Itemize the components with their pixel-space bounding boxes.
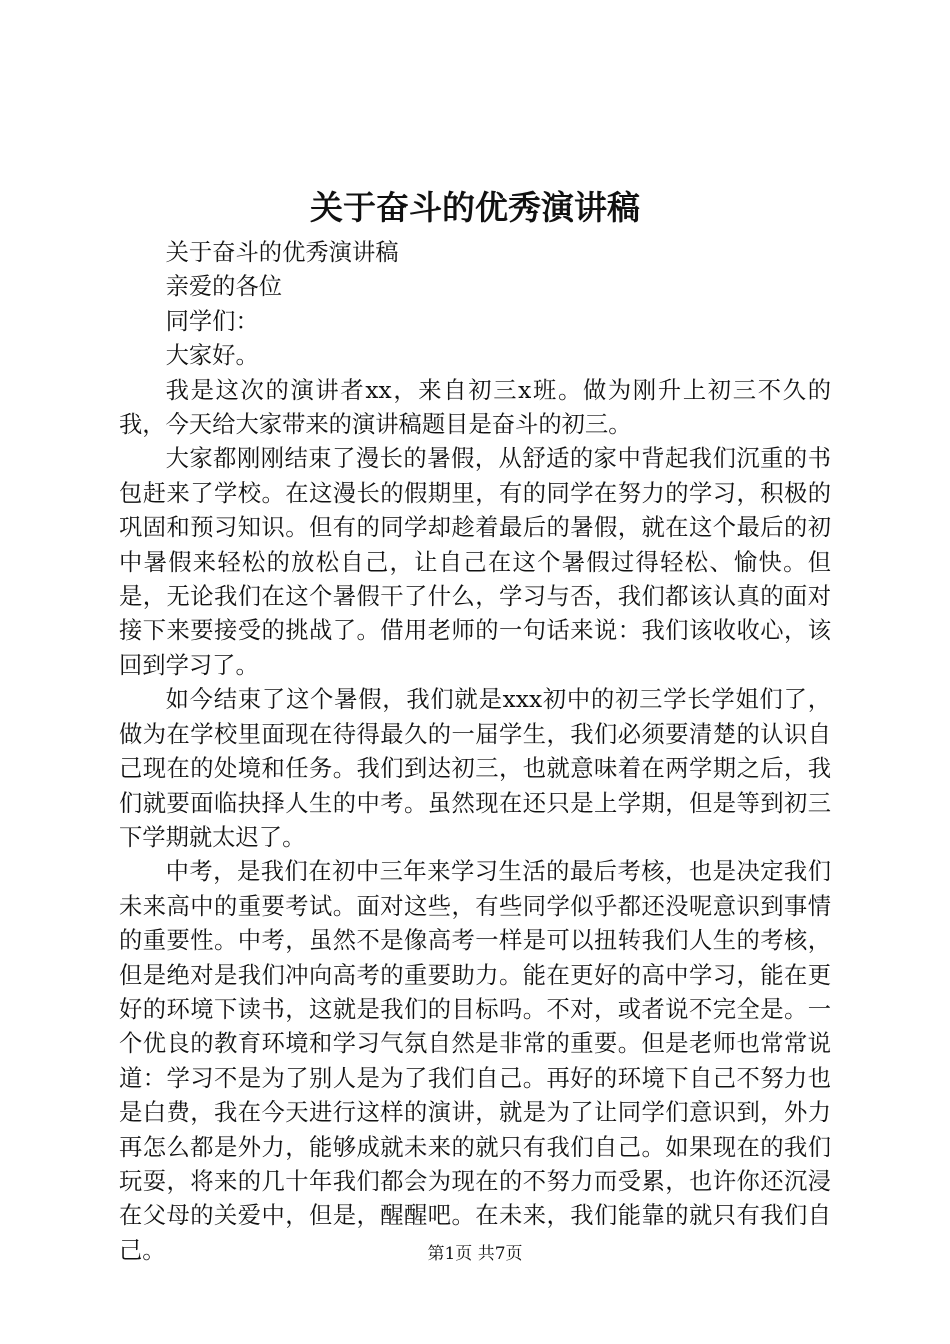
paragraph-audience: 同学们：	[165, 307, 259, 335]
page-number-footer: 第1页 共7页	[427, 1244, 523, 1264]
paragraph-exam: 中考，是我们在初中三年来学习生活的最后考核，也是决定我们未来高中的重要考试。面对这些，有些同学似乎都还没呢意识到事情的重要性。中考，虽然不是像高考一样是可以扭转我们人生的考核，但是绝对是我们冲向高考的重要助力。能在更好的高中学习，能在更好的环境下读书，这就是我们的目标吗。不对，或者说不完全是。一个优良的教育环境和学习气氛自然是非常的重要。但是老师也常常说道：学习不是为了别人是为了我们自己。再好的环境下自己不努力也是白费，我在今天进行这样的演讲，就是为了让同学们意识到，外力再怎么都是外力，能够成就未来的就只有我们自己。如果现在的我们玩耍，将来的几十年我们都会为现在的不努力而受累，也许你还沉浸在父母的关爱中，但是，醒醒吧。在未来，我们能靠的就只有我们自己。	[119, 858, 831, 1264]
paragraph-greeting: 大家好。	[165, 342, 259, 370]
paragraph-summer-vacation: 大家都刚刚结束了漫长的暑假，从舒适的家中背起我们沉重的书包赶来了学校。在这漫长的假期里，有的同学在努力的学习，积极的巩固和预习知识。但有的同学却趁着最后的暑假，就在这个最后的初中暑假来轻松的放松自己，让自己在这个暑假过得轻松、愉快。但是，无论我们在这个暑假干了什么，学习与否，我们都该认真的面对接下来要接受的挑战了。借用老师的一句话来说：我们该收收心，该回到学习了。	[119, 445, 831, 679]
paragraph-third-year: 如今结束了这个暑假，我们就是xxx初中的初三学长学姐们了，做为在学校里面现在待得最久的一届学生，我们必须要清楚的认识自己现在的处境和任务。我们到达初三，也就意味着在两学期之后，我们就要面临抉择人生的中考。虽然现在还只是上学期，但是等到初三下学期就太迟了。	[119, 686, 831, 851]
document-title: 关于奋斗的优秀演讲稿	[310, 188, 640, 227]
paragraph-heading: 关于奋斗的优秀演讲稿	[165, 239, 399, 266]
paragraph-salutation: 亲爱的各位	[165, 273, 283, 301]
document-body	[119, 236, 831, 1268]
paragraph-introduction: 我是这次的演讲者xx，来自初三x班。做为刚升上初三不久的我，今天给大家带来的演讲稿题目是奋斗的初三。	[119, 376, 831, 439]
